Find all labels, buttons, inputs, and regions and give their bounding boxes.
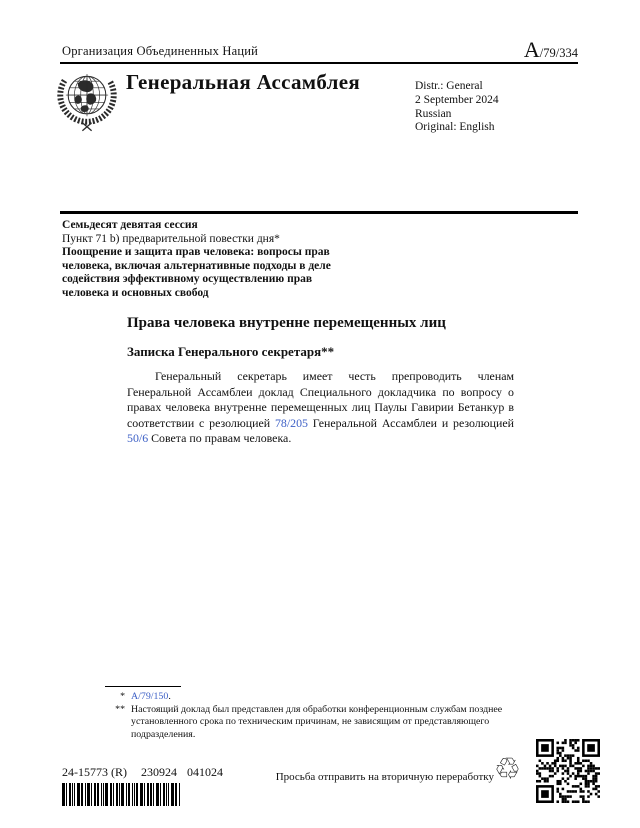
recycle-notice: Просьба отправить на вторичную переработку [275, 771, 494, 783]
qr-code [536, 739, 600, 803]
footnote-2-line: подразделения. [131, 728, 196, 740]
org-name: Организация Объединенных Наций [62, 44, 259, 58]
doc-symbol-number: /79/334 [539, 46, 578, 60]
original-language-line: Original: English [415, 121, 495, 134]
agenda-topic-line: Поощрение и защита прав человека: вопросы прав [62, 246, 330, 259]
distribution-block [415, 80, 499, 135]
footnote-2-line: Настоящий доклад был представлен для обработки конференционным службам позднее [131, 704, 503, 715]
session-title: Семьдесят девятая сессия [62, 219, 198, 231]
agenda-item: Пункт 71 b) предварительной повестки дня* [62, 232, 280, 245]
footnote-divider [105, 686, 181, 687]
footer-code-1: 230924 [141, 765, 177, 779]
paragraph-text: Совета по правам человека. [148, 431, 292, 446]
barcode [62, 783, 184, 806]
footnote-2-text [131, 704, 515, 741]
session-block [62, 219, 392, 301]
date-line: 2 September 2024 [415, 93, 499, 106]
footnote-2-marker: ** [115, 704, 125, 715]
document-number: 24-15773 (R) [62, 765, 127, 779]
un-emblem-icon [54, 65, 120, 141]
footnote-1-marker: * [120, 691, 125, 702]
assembly-title: Генеральная Ассамблея [126, 70, 361, 94]
recycle-icon: ♲ [494, 752, 521, 787]
report-title: Права человека внутренне перемещенных лиц [127, 315, 446, 331]
report-subtitle: Записка Генерального секретаря** [127, 344, 335, 359]
footnote-1-period: . [168, 691, 171, 702]
paragraph-text: Генеральный секретарь имеет честь препроводить членам Генеральной Ассамблеи доклад Специального докладчика по вопросу о правах человека внутренне перемещенных лиц Паулы Гавирии Бетанкур в соответствии с резолюцией [127, 369, 514, 430]
session-rule [60, 211, 578, 214]
resolution-link-78-205[interactable]: 78/205 [274, 415, 308, 430]
agenda-topic-line: человека и основных свобод [62, 286, 209, 299]
paragraph-text: Генеральной Ассамблеи и резолюцией [307, 415, 514, 430]
header-rule [60, 62, 578, 64]
doc-symbol [524, 37, 578, 63]
agenda-topic [62, 246, 392, 300]
language-line: Russian [415, 107, 452, 120]
body-paragraph [127, 369, 514, 447]
footer-codes [62, 765, 282, 781]
footer-code-2: 041024 [187, 765, 223, 779]
agenda-topic-line: человека, включая альтернативные подходы в деле [62, 259, 331, 272]
distr-line: Distr.: General [415, 80, 483, 92]
footnote-doc-link[interactable]: A/79/150 [131, 691, 169, 702]
resolution-link-50-6[interactable]: 50/6 [127, 431, 149, 446]
footnote-2-line: установленного срока по техническим причинам, не зависящим от представляющего [131, 716, 490, 728]
agenda-topic-line: содействия эффективному осуществлению прав [62, 273, 313, 286]
doc-symbol-letter: A [523, 37, 540, 62]
